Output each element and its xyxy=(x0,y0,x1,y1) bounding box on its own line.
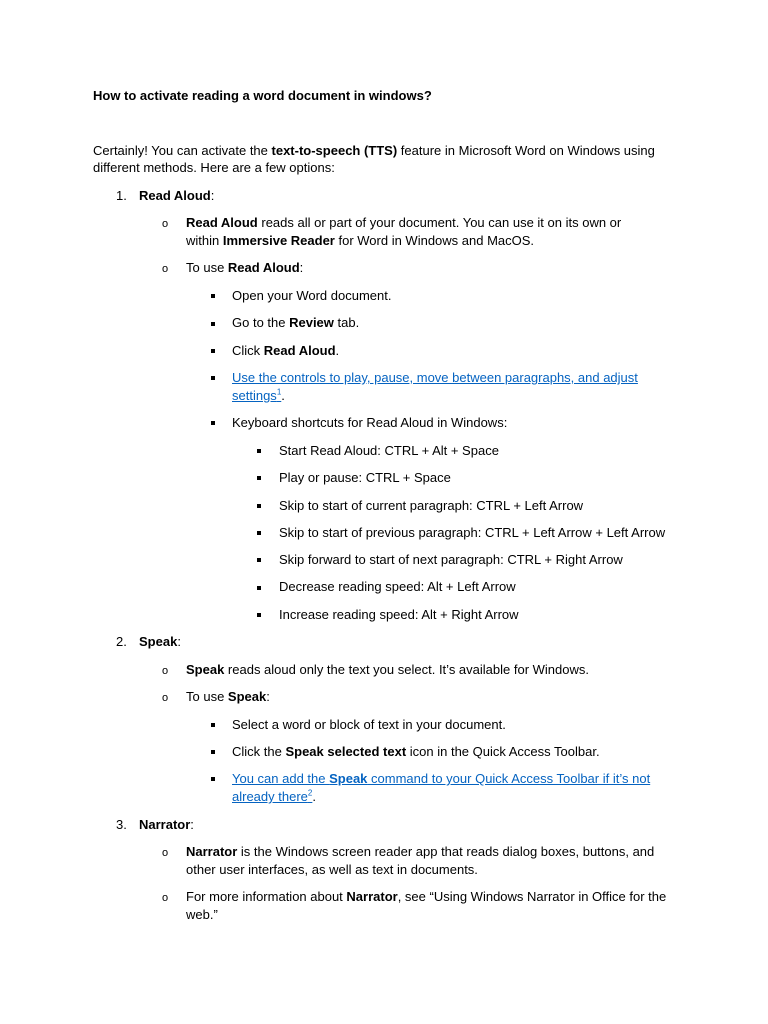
link-text: command to your Quick Access Toolbar if it’s not xyxy=(367,771,651,786)
intro-text: Certainly! You can activate the xyxy=(93,143,272,158)
square-bullet xyxy=(211,421,215,425)
bold-term: Read Aloud xyxy=(186,215,258,230)
square-bullet xyxy=(257,586,261,590)
list-number-1: 1. xyxy=(116,188,127,203)
read-aloud-desc-line-2 xyxy=(186,232,534,250)
step-click-speak xyxy=(232,743,600,761)
speak-link-line-1 xyxy=(232,770,650,788)
square-bullet xyxy=(257,449,261,453)
controls-link-line-1 xyxy=(232,369,638,387)
paragraph-text: icon in the Quick Access Toolbar. xyxy=(406,744,600,759)
square-bullet xyxy=(211,349,215,353)
paragraph-text: Click xyxy=(232,343,264,358)
step-open-document: Open your Word document. xyxy=(232,288,392,303)
bold-term: Immersive Reader xyxy=(222,233,335,248)
heading-colon: : xyxy=(210,188,215,203)
paragraph-text: To use xyxy=(186,689,228,704)
circle-bullet: o xyxy=(162,218,169,230)
bold-term: Review xyxy=(289,315,334,330)
list-number-3: 3. xyxy=(116,817,127,832)
read-aloud-desc-line-1 xyxy=(186,214,621,232)
square-bullet xyxy=(211,723,215,727)
paragraph-text: reads all or part of your document. You can use it on its own or xyxy=(257,215,622,230)
controls-link[interactable] xyxy=(232,388,281,403)
footnote-ref-1: 1 xyxy=(276,387,282,397)
controls-link[interactable]: Use the controls to play, pause, move between paragraphs, and adjust xyxy=(232,370,638,385)
bold-term: Read Aloud xyxy=(227,260,300,275)
paragraph-text: . xyxy=(281,388,285,403)
section-heading-narrator xyxy=(139,816,194,834)
shortcut-item: Skip forward to start of next paragraph: CTRL + Right Arrow xyxy=(279,552,623,567)
paragraph-text: For more information about xyxy=(186,889,347,904)
intro-text: feature in Microsoft Word on Windows using xyxy=(397,143,655,158)
heading-colon: : xyxy=(177,634,181,649)
square-bullet xyxy=(257,558,261,562)
to-use-speak xyxy=(186,688,270,706)
square-bullet xyxy=(211,376,215,380)
bold-term: Narrator xyxy=(186,844,238,859)
list-number-2: 2. xyxy=(116,634,127,649)
footnote-ref-2: 2 xyxy=(307,788,313,798)
section-heading-read-aloud xyxy=(139,187,214,205)
shortcut-item: Skip to start of previous paragraph: CTRL + Left Arrow + Left Arrow xyxy=(279,525,666,540)
square-bullet xyxy=(257,476,261,480)
shortcut-item: Skip to start of current paragraph: CTRL + Left Arrow xyxy=(279,498,584,513)
speak-desc xyxy=(186,661,589,679)
bold-term: Speak selected text xyxy=(285,744,407,759)
circle-bullet: o xyxy=(162,847,169,859)
speak-command-link[interactable] xyxy=(232,789,312,804)
paragraph-text: : xyxy=(299,260,304,275)
link-text: You can add the xyxy=(232,771,330,786)
square-bullet xyxy=(211,322,215,326)
paragraph-text: reads aloud only the text you select. It’s available for Windows. xyxy=(224,662,589,677)
controls-link-line-2 xyxy=(232,387,285,405)
bold-term: Speak xyxy=(227,689,267,704)
shortcut-item: Decrease reading speed: Alt + Left Arrow xyxy=(279,579,516,594)
square-bullet xyxy=(211,750,215,754)
shortcut-item: Play or pause: CTRL + Space xyxy=(279,470,451,485)
square-bullet xyxy=(257,613,261,617)
speak-link-line-2 xyxy=(232,788,316,806)
circle-bullet: o xyxy=(162,692,169,704)
link-bold-text: Speak xyxy=(329,771,368,786)
keyboard-shortcuts-heading: Keyboard shortcuts for Read Aloud in Windows: xyxy=(232,415,508,430)
to-use-read-aloud xyxy=(186,259,303,277)
heading-text: Read Aloud xyxy=(139,188,211,203)
paragraph-text: . xyxy=(312,789,316,804)
shortcut-item: Start Read Aloud: CTRL + Alt + Space xyxy=(279,443,499,458)
square-bullet xyxy=(211,294,215,298)
intro-line-2: different methods. Here are a few options: xyxy=(93,160,335,175)
paragraph-text: Go to the xyxy=(232,315,290,330)
paragraph-text: , see “Using Windows Narrator in Office for the xyxy=(397,889,667,904)
paragraph-text: : xyxy=(266,689,270,704)
heading-text: Speak xyxy=(139,634,178,649)
link-text: settings xyxy=(232,388,277,403)
square-bullet xyxy=(211,777,215,781)
intro-bold: text-to-speech (TTS) xyxy=(271,143,398,158)
square-bullet xyxy=(257,531,261,535)
heading-text: Narrator xyxy=(139,817,191,832)
circle-bullet: o xyxy=(162,263,169,275)
document-title: How to activate reading a word document in windows? xyxy=(93,88,432,103)
narrator-more-info-line-1 xyxy=(186,888,666,906)
step-review-tab xyxy=(232,314,359,332)
paragraph-text: . xyxy=(335,343,340,358)
heading-colon: : xyxy=(190,817,194,832)
bold-term: Speak xyxy=(186,662,225,677)
square-bullet xyxy=(257,504,261,508)
bold-term: Narrator xyxy=(346,889,398,904)
narrator-more-info-line-2: web.” xyxy=(186,907,218,922)
bold-term: Read Aloud xyxy=(263,343,336,358)
narrator-desc-line-2: other user interfaces, as well as text in documents. xyxy=(186,862,478,877)
circle-bullet: o xyxy=(162,892,169,904)
shortcut-item: Increase reading speed: Alt + Right Arrow xyxy=(279,607,519,622)
step-click-read-aloud xyxy=(232,342,339,360)
paragraph-text: To use xyxy=(186,260,228,275)
paragraph-text: is the Windows screen reader app that reads dialog boxes, buttons, and xyxy=(237,844,655,859)
step-select-text: Select a word or block of text in your document. xyxy=(232,717,506,732)
circle-bullet: o xyxy=(162,665,169,677)
paragraph-text: for Word in Windows and MacOS. xyxy=(334,233,535,248)
intro-line-1 xyxy=(93,142,655,160)
section-heading-speak xyxy=(139,633,181,651)
speak-command-link[interactable] xyxy=(232,771,650,786)
paragraph-text: within xyxy=(186,233,223,248)
paragraph-text: Click the xyxy=(232,744,286,759)
link-text: already there xyxy=(232,789,308,804)
narrator-desc-line-1 xyxy=(186,843,654,861)
paragraph-text: tab. xyxy=(333,315,360,330)
